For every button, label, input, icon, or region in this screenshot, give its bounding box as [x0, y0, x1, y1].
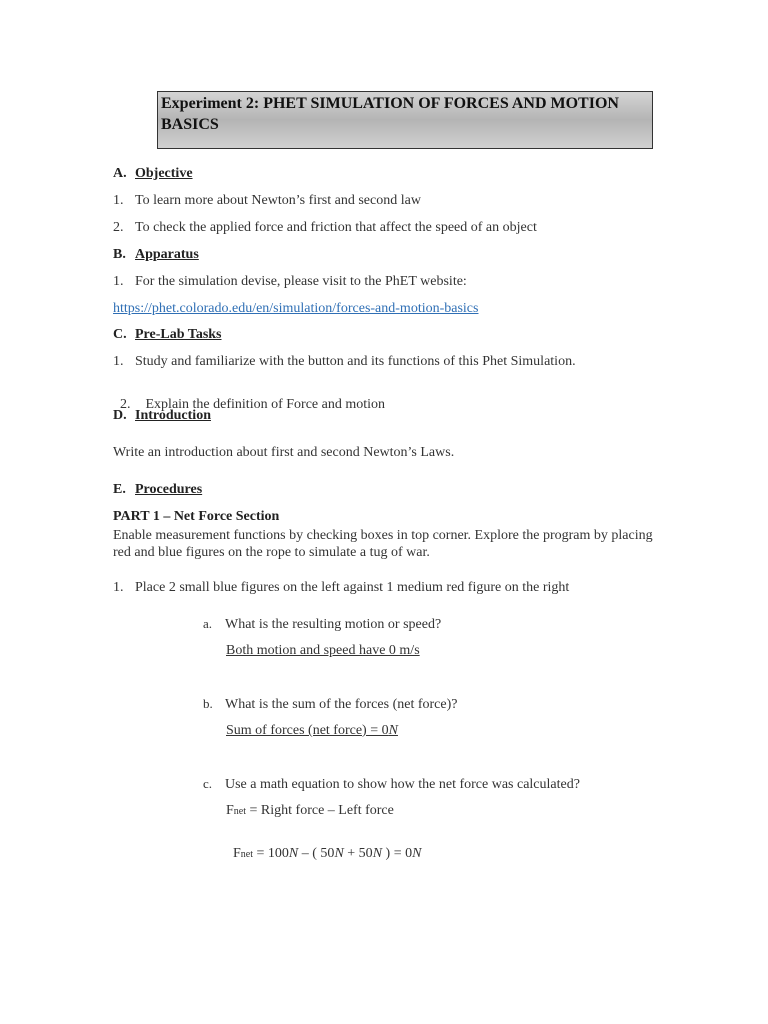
section-name: Apparatus: [135, 247, 199, 262]
answer-unit: N: [388, 723, 398, 738]
section-heading-prelab: [113, 327, 222, 343]
section-letter: E.: [113, 482, 126, 497]
list-item: [113, 354, 576, 370]
item-number: 1.: [113, 193, 124, 208]
section-letter: D.: [113, 408, 127, 423]
equation-net-force: [226, 803, 394, 819]
eq-unit: N: [288, 846, 299, 861]
introduction-text: Write an introduction about first and second Newton’s Laws.: [113, 445, 455, 460]
item-number: 1.: [113, 354, 124, 369]
eq-subscript: net: [240, 849, 254, 860]
eq-unit: N: [372, 846, 383, 861]
eq-unit: N: [412, 846, 422, 861]
question-text: What is the sum of the forces (net force)?: [225, 697, 458, 712]
item-text: Explain the definition of Force and motion: [142, 397, 386, 412]
answer-b: [226, 723, 398, 739]
item-text: For the simulation devise, please visit to the PhET website:: [135, 274, 467, 289]
section-name: Pre-Lab Tasks: [135, 327, 222, 342]
question-letter: b.: [203, 696, 213, 711]
eq-text: ) = 0: [382, 846, 413, 861]
answer-text: Sum of forces (net force) = 0: [226, 723, 389, 738]
section-name: Objective: [135, 166, 193, 181]
item-text: To check the applied force and friction that affect the speed of an object: [135, 220, 537, 235]
section-name: Procedures: [135, 482, 203, 497]
section-heading-procedures: [113, 482, 202, 498]
part-title: PART 1 – Net Force Section: [113, 509, 280, 524]
eq-text: = Right force – Left force: [246, 803, 394, 818]
eq-subscript: net: [233, 806, 247, 817]
list-item: [113, 220, 537, 236]
eq-text: + 50: [343, 846, 373, 861]
question-b: [203, 696, 457, 713]
eq-text: – ( 50: [298, 846, 335, 861]
item-number: 2.: [113, 220, 124, 235]
item-text: Study and familiarize with the button and its functions of this Phet Simulation.: [135, 354, 576, 369]
question-c: [203, 776, 580, 793]
item-text: To learn more about Newton’s first and second law: [135, 193, 421, 208]
eq-unit: N: [334, 846, 344, 861]
section-heading-introduction: [113, 408, 211, 424]
title-box: [157, 91, 653, 149]
list-item: [113, 274, 467, 290]
document-title: Experiment 2: PHET SIMULATION OF FORCES AND MOTION BASICS: [161, 95, 619, 133]
list-item: [113, 193, 421, 209]
answer-a: Both motion and speed have 0 m/s: [226, 643, 420, 658]
eq-symbol: F: [233, 846, 241, 861]
question-a: [203, 616, 441, 633]
question-letter: c.: [203, 776, 213, 791]
phet-website-link[interactable]: https://phet.colorado.edu/en/simulation/forces-and-motion-basics: [113, 301, 479, 316]
item-text: Place 2 small blue figures on the left against 1 medium red figure on the right: [135, 580, 570, 595]
part-description: Enable measurement functions by checking boxes in top corner. Explore the program by placing red and blue figures on the rope to simulate a tug of war.: [113, 528, 653, 560]
equation-calculation: [226, 830, 421, 862]
section-letter: A.: [113, 166, 127, 181]
item-number: 2.: [120, 397, 131, 412]
item-number: 1.: [113, 274, 124, 289]
section-letter: C.: [113, 327, 127, 342]
question-text: Use a math equation to show how the net force was calculated?: [225, 777, 580, 792]
procedure-step: [113, 580, 569, 596]
section-letter: B.: [113, 247, 126, 262]
eq-text: = 100: [253, 846, 289, 861]
section-name: Introduction: [135, 408, 211, 423]
question-text: What is the resulting motion or speed?: [225, 617, 442, 632]
section-heading-objective: [113, 166, 193, 182]
section-heading-apparatus: [113, 247, 199, 263]
eq-symbol: F: [226, 803, 234, 818]
item-number: 1.: [113, 580, 124, 595]
question-letter: a.: [203, 616, 213, 631]
